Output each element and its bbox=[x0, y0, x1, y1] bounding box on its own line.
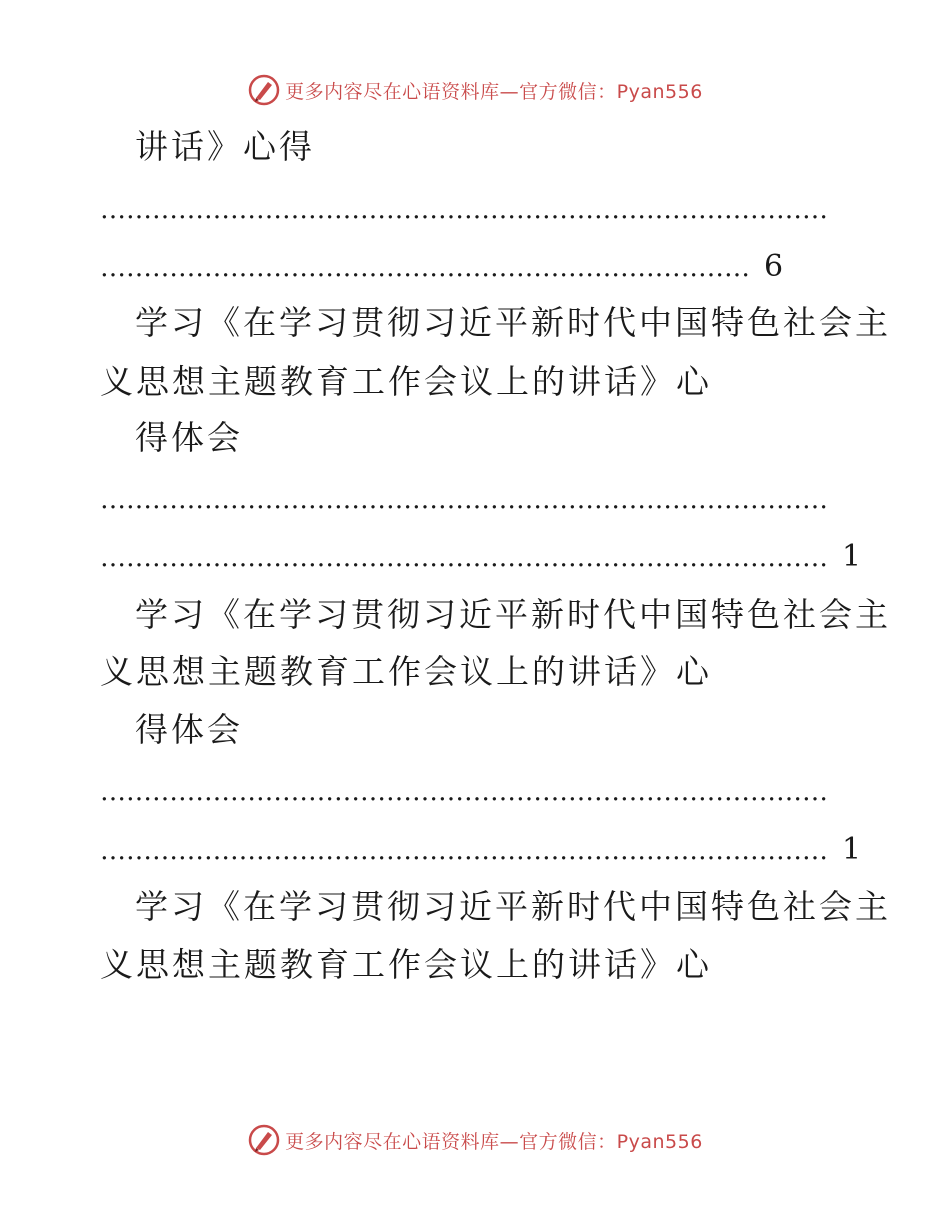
toc-leader-dots: ………………………………………………………………………… bbox=[100, 485, 828, 515]
banner-separator: — bbox=[499, 1130, 520, 1153]
toc-entry-title-line: 学习《在学习贯彻习近平新时代中国特色社会主 bbox=[135, 595, 891, 634]
banner-separator: — bbox=[499, 80, 520, 103]
toc-entry-title-line: 学习《在学习贯彻习近平新时代中国特色社会主 bbox=[135, 303, 891, 342]
toc-entry-leader-with-page bbox=[100, 828, 864, 871]
toc-leader-dots: ………………………………………………………………………… bbox=[100, 777, 828, 807]
banner-wechat-text: 官方微信：Pyan556 bbox=[519, 80, 703, 103]
toc-entry-title-line: 得体会 bbox=[135, 710, 243, 749]
banner-site-text: 更多内容尽在心语资料库 bbox=[285, 80, 500, 103]
banner-site-text: 更多内容尽在心语资料库 bbox=[285, 1130, 500, 1153]
toc-leader-dots: ………………………………………………………………………… bbox=[100, 836, 828, 866]
toc-entry-title-line: 得体会 bbox=[135, 418, 243, 457]
toc-entry-leader-with-page bbox=[100, 535, 864, 578]
banner-wechat-text: 官方微信：Pyan556 bbox=[519, 1130, 703, 1153]
toc-entry-title-line: 学习《在学习贯彻习近平新时代中国特色社会主 bbox=[135, 887, 891, 926]
toc-leader-dots: ………………………………………………………………… bbox=[100, 253, 750, 283]
toc-entry-title-line: 义思想主题教育工作会议上的讲话》心 bbox=[100, 652, 712, 691]
banner-text bbox=[285, 1127, 703, 1154]
toc-entry-title-line: 义思想主题教育工作会议上的讲话》心 bbox=[100, 362, 712, 401]
footer-banner bbox=[0, 1120, 950, 1160]
toc-page-number: 1 bbox=[842, 539, 865, 574]
toc-entry-title-line: 讲话》心得 bbox=[135, 127, 315, 166]
toc-entry-leader-with-page bbox=[100, 245, 786, 288]
toc-leader-dots: ………………………………………………………………………… bbox=[100, 195, 828, 225]
toc-page-number: 6 bbox=[764, 249, 787, 284]
toc-entry-title-line: 义思想主题教育工作会议上的讲话》心 bbox=[100, 945, 712, 984]
toc-leader-dots: ………………………………………………………………………… bbox=[100, 543, 828, 573]
toc-page-number: 1 bbox=[842, 832, 865, 867]
pen-logo-icon bbox=[247, 1123, 281, 1157]
